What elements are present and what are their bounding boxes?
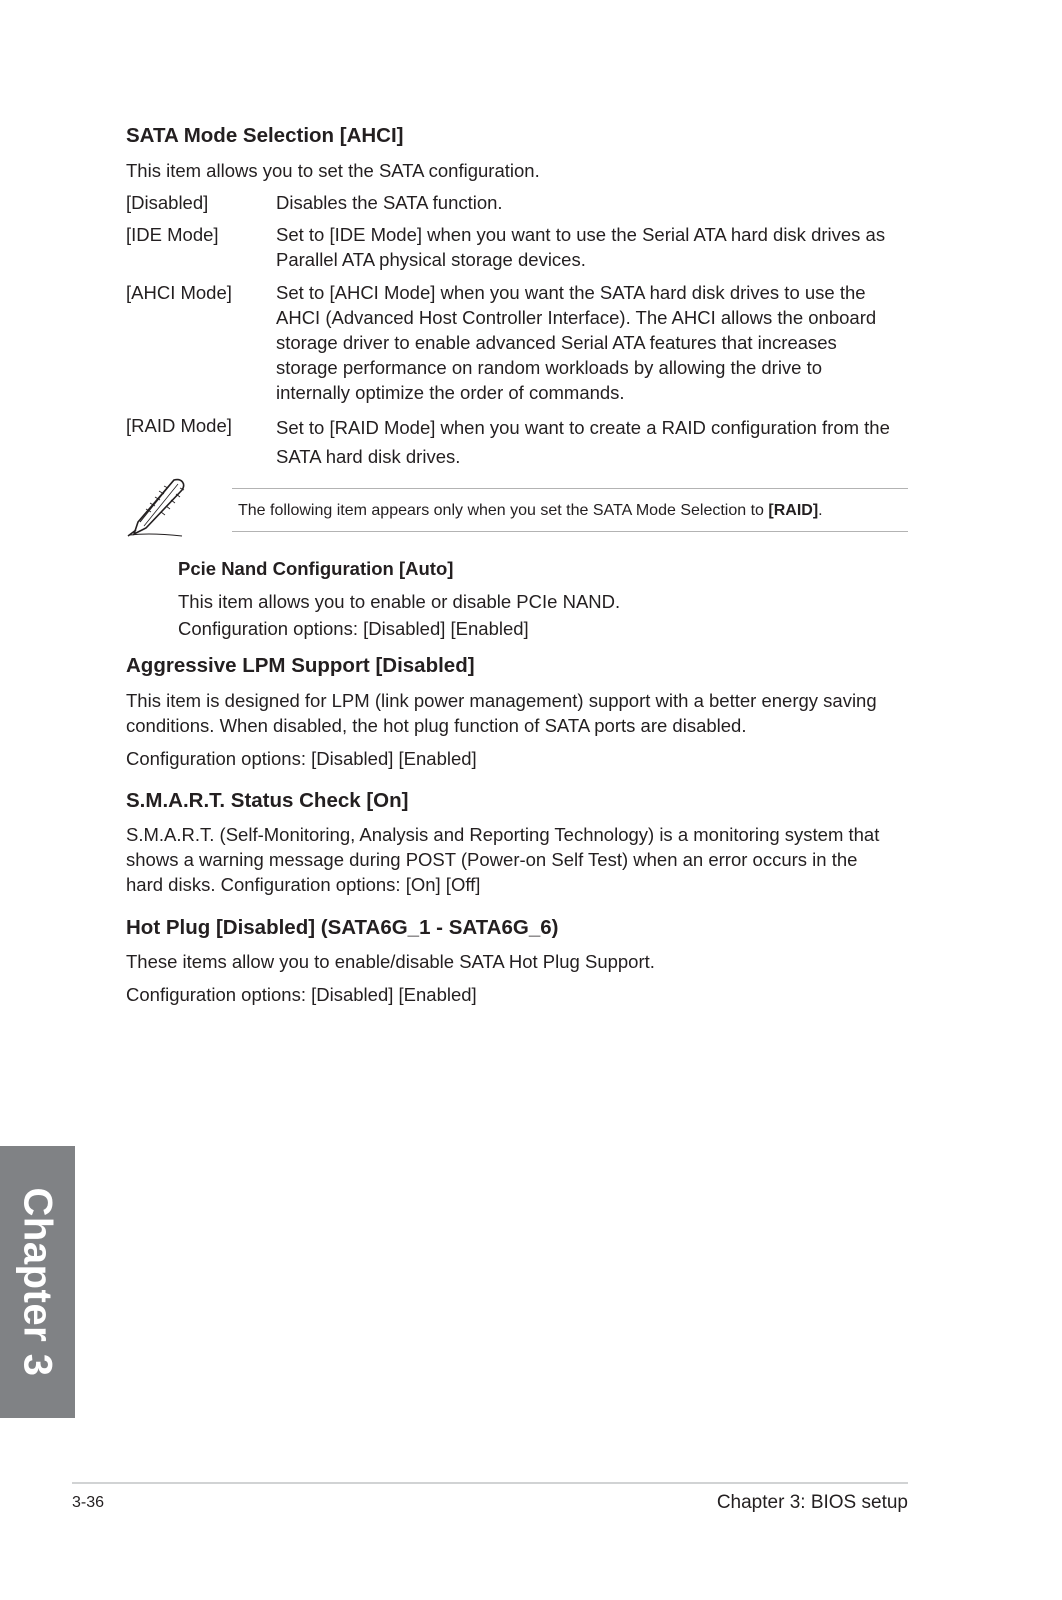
option-desc-line: Set to [IDE Mode] when you want to use the Serial ATA hard disk drives as xyxy=(276,224,886,245)
sata-mode-intro: This item allows you to set the SATA configuration. xyxy=(126,160,540,181)
smart-desc-line: S.M.A.R.T. (Self-Monitoring, Analysis and Reporting Technology) is a monitoring system that xyxy=(126,824,880,845)
hotplug-desc: These items allow you to enable/disable SATA Hot Plug Support. xyxy=(126,951,655,972)
option-desc-ahci xyxy=(276,280,876,405)
note-text xyxy=(238,500,823,522)
lpm-desc-line: conditions. When disabled, the hot plug function of SATA ports are disabled. xyxy=(126,715,747,736)
option-key-disabled: [Disabled] xyxy=(126,192,209,213)
smart-title: S.M.A.R.T. Status Check [On] xyxy=(126,789,409,812)
page-number: 3-36 xyxy=(72,1494,105,1511)
hotplug-config: Configuration options: [Disabled] [Enabled] xyxy=(126,984,477,1005)
lpm-desc-line: This item is designed for LPM (link power management) support with a better energy saving xyxy=(126,690,877,711)
option-desc-ide xyxy=(276,222,885,272)
note-text-bold: [RAID] xyxy=(768,502,819,519)
chapter-side-tab xyxy=(0,1146,75,1418)
option-desc-line: Set to [AHCI Mode] when you want the SATA hard disk drives to use the xyxy=(276,282,866,303)
pcie-nand-config: Configuration options: [Disabled] [Enabled] xyxy=(178,618,529,639)
smart-desc-line: hard disks. Configuration options: [On] [Off] xyxy=(126,874,481,895)
note-top-rule xyxy=(232,488,908,489)
footer-chapter-title: Chapter 3: BIOS setup xyxy=(716,1492,908,1513)
smart-desc-line: shows a warning message during POST (Power-on Self Test) when an error occurs in the xyxy=(126,849,858,870)
hotplug-title: Hot Plug [Disabled] (SATA6G_1 - SATA6G_6) xyxy=(126,916,559,939)
lpm-desc xyxy=(126,688,877,738)
option-key-ahci: [AHCI Mode] xyxy=(126,282,232,303)
lpm-config: Configuration options: [Disabled] [Enabled] xyxy=(126,748,477,769)
option-desc-line: AHCI (Advanced Host Controller Interface). The AHCI allows the onboard xyxy=(276,307,877,328)
pcie-nand-desc: This item allows you to enable or disable PCIe NAND. xyxy=(178,591,621,612)
option-desc-line: internally optimize the order of commands. xyxy=(276,382,625,403)
sata-mode-title: SATA Mode Selection [AHCI] xyxy=(126,124,404,147)
option-key-ide: [IDE Mode] xyxy=(126,224,219,245)
option-desc-line: Disables the SATA function. xyxy=(276,192,503,213)
smart-desc xyxy=(126,822,879,897)
pcie-nand-title: Pcie Nand Configuration [Auto] xyxy=(178,558,454,579)
pencil-note-icon xyxy=(124,476,190,540)
option-desc-line: Set to [RAID Mode] when you want to create a RAID configuration from the xyxy=(276,417,890,438)
lpm-title: Aggressive LPM Support [Disabled] xyxy=(126,654,475,677)
option-desc-line: storage performance on random workloads by allowing the drive to xyxy=(276,357,823,378)
option-desc-line: storage driver to enable advanced Serial ATA features that increases xyxy=(276,332,837,353)
note-text-main: The following item appears only when you set the SATA Mode Selection to xyxy=(238,502,769,519)
note-bottom-rule xyxy=(232,531,908,532)
option-desc-disabled xyxy=(276,190,503,215)
note-text-end: . xyxy=(818,502,823,519)
footer-rule xyxy=(72,1482,908,1484)
option-desc-line: SATA hard disk drives. xyxy=(276,446,461,467)
option-desc-raid xyxy=(276,413,890,471)
option-desc-line: Parallel ATA physical storage devices. xyxy=(276,249,586,270)
option-key-raid: [RAID Mode] xyxy=(126,415,232,436)
chapter-tab-label: Chapter 3 xyxy=(15,1187,60,1377)
